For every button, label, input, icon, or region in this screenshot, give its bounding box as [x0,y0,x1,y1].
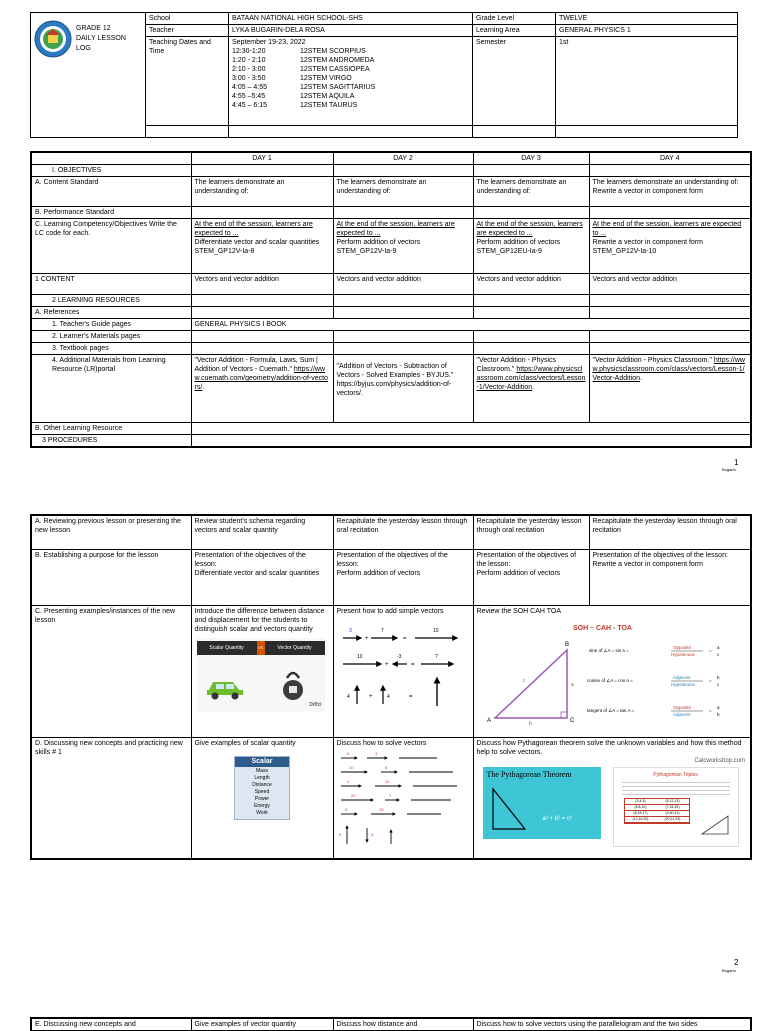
schedule-section: 12STEM CASSIOPEA [300,66,370,73]
svg-text:=: = [402,635,407,642]
cos-left: cosine of ∠A = cos A = [586,677,633,683]
vertex-a: A [486,717,491,724]
cos-num: Adjacent [672,674,691,680]
pythagorean-figure [477,757,748,849]
school-label: School [146,13,229,25]
lm-pages-label: 2. Learner's Materials pages [31,331,191,343]
objectives-heading: I. OBJECTIVES [31,165,191,177]
diffzi-brand: Diffzi [309,701,322,708]
triple-cell: (9,40,41) [657,811,689,817]
procedures-heading: 3 PROCEDURES [31,435,191,448]
svg-text:12: 12 [384,778,389,784]
competency-label: C. Learning Competency/Objectives Write the LC code for each. [31,219,191,274]
grade-level-label: Grade Level [473,13,556,25]
competency-day1 [191,219,333,274]
svg-text:3: 3 [374,750,377,756]
row-d-day3 [473,737,751,859]
svg-text:+: + [384,661,389,668]
scalar-list-image [234,756,290,820]
schedule-time: 12:30-1:20 [232,48,266,55]
row-a-day4: Recapitulate the yesterday lesson through oral recitation [589,515,751,549]
lr-day1-text: "Vector Addition - Formula, Laws, Sum | Addition of Vectors - Cuemath." [194,357,318,373]
lr-day3 [473,355,589,423]
lr-day2 [333,355,473,423]
lr-day3-tail: . [532,384,535,391]
learning-area-label: Learning Area [473,25,556,37]
tan-left: tangent of ∠A = tan A = [586,707,634,713]
school-seal-icon [34,20,72,58]
triple-cell: (3,4,5) [625,799,657,805]
vertex-c: C [569,717,574,724]
competency-day4-lead: At the end of the session, learners are expected to ... [592,221,742,237]
lr-day1 [191,355,333,423]
day-2-header: DAY 2 [333,152,473,165]
page-2-footer-name: Bugarin [722,968,736,973]
lr-portal-label: 4. Additional Materials from Learning Resource (LR)portal [31,355,191,423]
eq-f: ? [434,653,438,660]
triple-cell: (5,12,13) [657,799,689,805]
lr-day4-link[interactable]: https://www.physicsclassroom.com/class/vectors/Lesson-1/Vector-Addition [592,357,745,382]
schedule-section: 12STEM AQUILA [300,93,355,100]
page-2-number: 2 [734,958,739,967]
scalar-list-item: Mass [256,767,268,774]
triple-triangle-icon [700,814,730,836]
school-logo-cell [31,13,146,138]
grade-level-value: TWELVE [556,13,738,25]
school-value: BATAAN NATIONAL HIGH SCHOOL-SHS [229,13,473,25]
schedule-time: 4:55 –5:45 [232,93,266,100]
side-a: a [570,681,574,688]
car-icon [205,674,245,700]
row-b-day2: Presentation of the objectives of the lesson: Perform addition of vectors [333,549,473,605]
procedures-table [30,514,752,860]
cos-den: Hypotenuse [670,681,695,687]
svg-text:=: = [408,693,413,700]
svg-text:4: 4 [346,778,349,784]
scalar-list-item: Power [254,795,270,802]
row-c-day2-text: Present how to add simple vectors [336,607,444,615]
side-c: c [522,677,525,684]
tan-num2: a [716,704,720,710]
schedule-section: 12STEM TAURUS [300,102,358,109]
schedule-time: 2:10 - 3:00 [232,66,266,73]
schedule-row [232,83,469,92]
svg-text:+: + [368,693,373,700]
content-standard-day1: The learners demonstrate an understanding of: [191,177,333,207]
svg-text:7: 7 [388,792,391,798]
content-day3: Vectors and vector addition [473,274,589,295]
procedures-block [30,514,750,860]
scalar-list-item: Work [256,809,268,816]
triple-cell: (6,8,10) [625,805,657,811]
side-b: b [528,720,532,726]
objectives-block [30,151,750,448]
semester-value: 1st [556,37,738,126]
header-table [30,12,738,138]
sin-num: Opposite [672,644,691,650]
references-label: A. References [31,307,191,319]
scalar-list-item: Speed [254,788,270,795]
scalar-list-title: Scalar [235,757,289,767]
teacher-value: LYKA BUGARIN-DELA ROSA [229,25,473,37]
row-a-day1: Review student's schema regarding vectors and scalar quantity [191,515,333,549]
row-e-label: E. Discussing new concepts and [31,1018,191,1031]
vertex-b: B [564,641,569,648]
right-triangle-icon [489,785,529,833]
row-a-day3: Recapitulate the yesterday lesson through oral recitation [473,515,589,549]
row-e-day1: Give examples of vector quantity [191,1018,333,1031]
schedule-time: 3:00 - 3:50 [232,75,266,82]
schedule-list [232,47,469,110]
row-e-day2: Discuss how distance and [333,1018,473,1031]
svg-text:=: = [708,707,712,713]
row-d-day2 [333,737,473,859]
svg-text:=: = [708,677,712,683]
tan-den2: b [716,711,720,717]
schedule-section: 12STEM SAGITTARIUS [300,84,376,91]
calcworkshop-watermark: Calcworkshop.com [694,757,745,764]
sin-den2: c [716,651,719,657]
vector-quantity-tag: Vector Quantity [265,641,325,655]
vs-tag: VS [257,641,265,655]
pythagorean-panel [483,767,601,839]
dates-label: Teaching Dates and Time [146,37,229,126]
competency-day4 [589,219,751,274]
schedule-row [232,101,469,110]
triple-cell: (12,16,20) [625,817,657,823]
row-c-label: C. Presenting examples/instances of the new lesson [31,605,191,737]
performance-standard-label: B. Performance Standard [31,207,191,219]
content-standard-day3: The learners demonstrate an understanding of: [473,177,589,207]
lr-day4-tail: . [639,375,642,382]
scalar-list-item: Distance [252,781,272,788]
row-a-day2: Recapitulate the yesterday lesson through oral recitation [333,515,473,549]
sin-den: Hypotenuse [670,651,695,657]
lr-day2-text: "Addition of Vectors - Subtraction of Vectors - Solved Examples - BYJUS." https://byjus.com/physics/addition-of-vectors/. [336,363,454,397]
scalar-vector-image [197,638,325,712]
row-d-day2-text: Discuss how to solve vectors [336,739,427,747]
eq-a: 3 [348,627,352,634]
tg-pages-value: GENERAL PHYSICS I BOOK [191,319,751,331]
triple-cell: (7,24,25) [657,805,689,811]
row-d-day3-text: Discuss how Pythagorean theorem solve the unknown variables and how this method help to solve vectors. [476,739,742,756]
scalar-list-item: Energy [254,802,270,809]
schedule-section: 12STEM SCORPIUS [300,48,366,55]
row-c-day3-text: Review the SOH CAH TOA [476,607,562,615]
sin-left: sine of ∠A = sin A = [588,647,629,653]
scalar-list-item: Length [254,774,270,781]
competency-day4-text: Rewrite a vector in component form STEM_GP12V-Ia-10 [592,239,703,255]
svg-text:=: = [708,647,712,653]
day-1-header: DAY 1 [191,152,333,165]
competency-day2-lead: At the end of the session, learners are expected to ... [336,221,455,237]
schedule-time: 4:05 – 4:55 [232,84,268,91]
sohcahtoa-figure [477,618,747,726]
row-d-label: D. Discussing new concepts and practicing new skills # 1 [31,737,191,859]
scalar-quantity-tag: Scalar Quantity [197,641,257,655]
eq-d: 10 [356,653,363,660]
lr-day1-link[interactable]: https://www.cuemath.com/geometry/addition-of-vectors/ [194,366,328,391]
eq-b: 7 [380,627,384,634]
row-b-day3: Presentation of the objectives of the lesson: Perform addition of vectors [473,549,589,605]
row-a-label: A. Reviewing previous lesson or presenting the new lesson [31,515,191,549]
triple-cell: (20,21,29) [657,817,689,823]
svg-text:10: 10 [348,764,353,770]
lr-day4-text: "Vector Addition - Physics Classroom." [592,357,712,364]
row-d-day1-text: Give examples of scalar quantity [194,739,296,747]
header-block [30,12,737,138]
svg-text:9: 9 [338,831,341,837]
objectives-table [30,151,752,448]
dates-value: September 19-23, 2022 [232,39,306,46]
competency-day2 [333,219,473,274]
textbook-pages-label: 3. Textbook pages [31,343,191,355]
svg-text:15: 15 [378,806,383,812]
row-e-day3: Discuss how to solve vectors using the parallelogram and the two sides [473,1018,751,1031]
competency-day1-lead: At the end of the session, learners are expected to ... [194,221,313,237]
eq-g: 4 [346,693,350,700]
content-day4: Vectors and vector addition [589,274,751,295]
content-standard-day4: The learners demonstrate an understanding of: Rewrite a vector in component form [589,177,751,207]
content-day1: Vectors and vector addition [191,274,333,295]
lr-day1-tail: . [202,384,205,391]
page-3-table [30,1017,752,1031]
triples-title: Pythagorean Triples [653,771,698,778]
simple-vector-addition-figure [337,620,465,708]
competency-day3-text: Perform addition of vectors STEM_GP12EU-Ia-9 [476,239,561,255]
pythagorean-triples-panel [613,767,739,847]
eq-e: -3 [396,653,401,660]
sohcahtoa-title: SOH – CAH - TOA [572,624,632,632]
competency-day1-text: Differentiate vector and scalar quantities STEM_GP12V-Ia-8 [194,239,320,255]
page-1-number: 1 [734,458,739,467]
svg-text:5: 5 [346,750,349,756]
content-standard-label: A. Content Standard [31,177,191,207]
svg-text:=: = [410,661,415,668]
cos-num2: b [716,674,720,680]
content-label: 1 CONTENT [31,274,191,295]
page-1-footer-name: Bugarin [722,467,736,472]
svg-text:5: 5 [344,806,347,812]
pythagorean-title: The Pythagorean Theorem [486,769,572,779]
row-b-label: B. Establishing a purpose for the lesson [31,549,191,605]
competency-day3 [473,219,589,274]
schedule-row [232,47,469,56]
schedule-section: 12STEM VIRGO [300,75,352,82]
schedule-row [232,56,469,65]
content-standard-day2: The learners demonstrate an understanding of: [333,177,473,207]
competency-day3-lead: At the end of the session, learners are expected to ... [476,221,583,237]
schedule-row [232,74,469,83]
day-3-header: DAY 3 [473,152,589,165]
learning-resources-heading: 2 LEARNING RESOURCES [31,295,191,307]
lr-day3-link[interactable]: https://www.physicsclassroom.com/class/vectors/Lesson-1/Vector-Addition [476,366,586,391]
header-title-line-3: LOG [76,45,91,52]
row-d-day1 [191,737,333,859]
content-day2: Vectors and vector addition [333,274,473,295]
tg-pages-label: 1. Teacher's Guide pages [31,319,191,331]
svg-text:20: 20 [350,792,355,798]
header-title-line-1: GRADE 12 [76,25,111,32]
semester-label: Semester [473,37,556,126]
row-b-day4: Presentation of the objectives of the lesson: Rewrite a vector in component form [589,549,751,605]
row-c-day2 [333,605,473,737]
svg-text:6: 6 [384,764,387,770]
other-resource-label: B. Other Learning Resource [31,423,191,435]
pythagorean-equation: a² + b² = c² [542,815,572,822]
competency-day2-text: Perform addition of vectors STEM_GP12V-Ia-9 [336,239,421,255]
lr-day3-text: "Vector Addition - Physics Classroom." [476,357,557,373]
eq-c: 10 [432,627,439,634]
schedule-row [232,92,469,101]
teacher-label: Teacher [146,25,229,37]
cos-den2: c [716,681,719,687]
eq-h: 4 [386,693,390,700]
triple-cell: (8,15,17) [625,811,657,817]
lr-day4 [589,355,751,423]
schedule-section: 12STEM ANDROMEDA [300,57,375,64]
vector-practice-figure [337,750,465,846]
svg-text:+: + [364,635,369,642]
schedule-row [232,65,469,74]
row-c-day3 [473,605,751,737]
triples-grid [624,798,690,824]
tan-num: Opposite [672,704,691,710]
sin-num2: a [716,644,720,650]
svg-text:4: 4 [370,831,373,837]
schedule-time: 4:45 – 6:15 [232,102,268,109]
row-b-day1: Presentation of the objectives of the lesson: Differentiate vector and scalar quantities [191,549,333,605]
learning-area-value: GENERAL PHYSICS 1 [556,25,738,37]
day-4-header: DAY 4 [589,152,751,165]
dates-value-cell [229,37,473,126]
row-c-day1-text: Introduce the difference between distance and displacement for the students to distinguish scalar and vectors quantity [194,607,325,633]
scalar-list-items [235,767,289,819]
kettlebell-icon [281,668,305,704]
schedule-time: 1:20 - 2:10 [232,57,266,64]
tan-den: Adjacent [672,711,691,717]
row-c-day1 [191,605,333,737]
page-3-block [30,1017,750,1031]
header-title-line-2: DAILY LESSON [76,35,126,42]
